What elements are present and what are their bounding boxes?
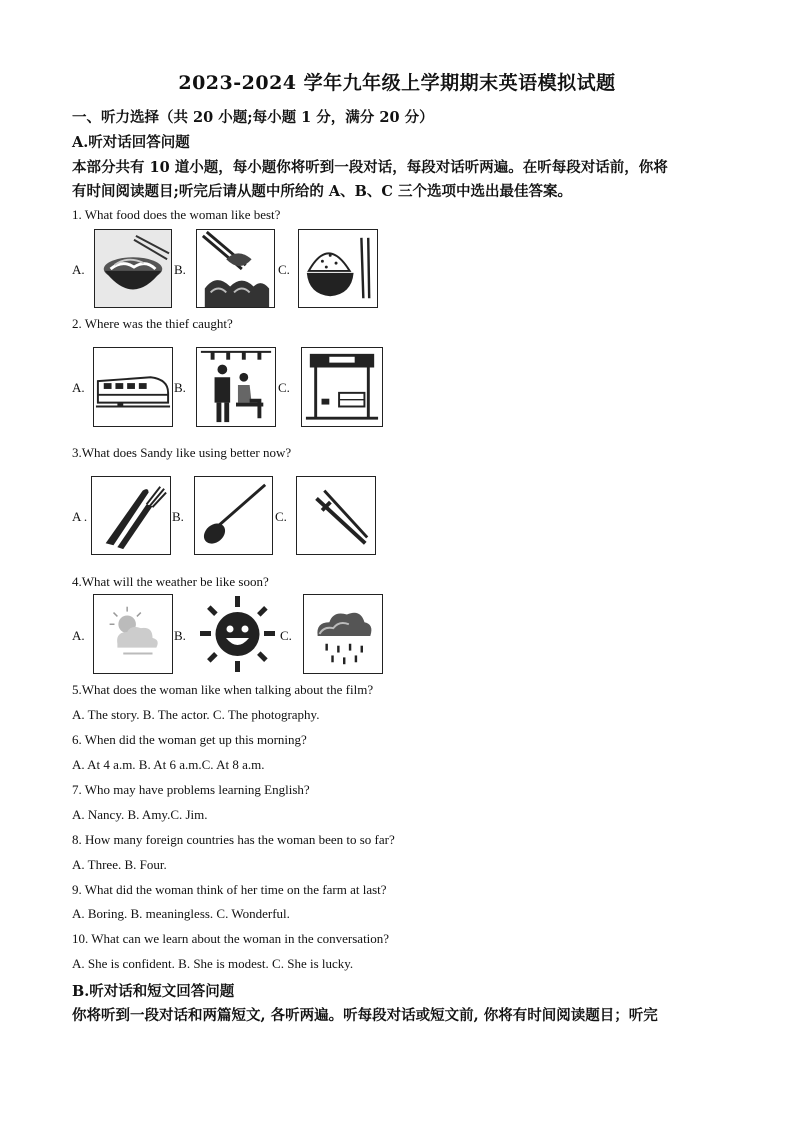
sunny-icon [198, 594, 277, 674]
option-label: A. [72, 262, 85, 277]
option-label: B. [174, 262, 186, 277]
option-label: A. [72, 380, 85, 395]
option-label: C. [275, 509, 287, 524]
dumpling-chopsticks-icon [196, 229, 275, 308]
bus-stop-icon [301, 347, 383, 427]
part-b-heading: B.听对话和短文回答问题 [72, 983, 235, 1000]
option-label: C. [280, 628, 292, 643]
question-2: 2. Where was the thief caught? [72, 316, 233, 331]
question-3: 3.What does Sandy like using better now? [72, 445, 292, 460]
train-icon [93, 347, 173, 427]
option-label: C. [278, 262, 290, 277]
question-9-options: A. Boring. B. meaningless. C. Wonderful. [72, 906, 290, 921]
chopsticks-icon [296, 476, 376, 555]
rainy-icon [303, 594, 383, 674]
option-label: C. [278, 380, 290, 395]
spoon-icon [194, 476, 273, 555]
question-8-options: A. Three. B. Four. [72, 857, 167, 872]
noodles-bowl-icon [94, 229, 172, 308]
subway-passengers-icon [196, 347, 276, 427]
question-5: 5.What does the woman like when talking about the film? [72, 682, 374, 697]
question-4: 4.What will the weather be like soon? [72, 574, 269, 589]
question-7: 7. Who may have problems learning English? [72, 782, 310, 797]
part-a-instructions-line2: 有时间阅读题目;听完后请从题中所给的 A、B、C 三个选项中选出最佳答案。 [72, 183, 572, 200]
knife-fork-icon [91, 476, 171, 555]
option-label: A . [72, 509, 88, 524]
question-8: 8. How many foreign countries has the woman been to so far? [72, 832, 395, 847]
question-1: 1. What food does the woman like best? [72, 207, 281, 222]
option-label: B. [174, 380, 186, 395]
part-a-heading: A.听对话回答问题 [72, 134, 190, 151]
page-title: 2023-2024 学年九年级上学期期末英语模拟试题 [178, 72, 616, 94]
option-label: B. [172, 509, 184, 524]
question-7-options: A. Nancy. B. Amy.C. Jim. [72, 807, 208, 822]
question-9: 9. What did the woman think of her time on the farm at last? [72, 882, 387, 897]
question-10-options: A. She is confident. B. She is modest. C. She is lucky. [72, 956, 354, 971]
part-b-instructions-line1: 你将听到一段对话和两篇短文, 各听两遍。听每段对话或短文前, 你将有时间阅读题目；听完 [72, 1007, 658, 1024]
section-heading: 一、听力选择（共 20 小题;每小题 1 分，满分 20 分） [72, 109, 434, 126]
question-10: 10. What can we learn about the woman in the conversation? [72, 931, 390, 946]
part-a-instructions-line1: 本部分共有 10 道小题，每小题你将听到一段对话，每段对话听两遍。在听每段对话前，你将 [72, 159, 668, 176]
question-5-options: A. The story. B. The actor. C. The photography. [72, 707, 320, 722]
question-6: 6. When did the woman get up this morning? [72, 732, 307, 747]
question-6-options: A. At 4 a.m. B. At 6 a.m.C. At 8 a.m. [72, 757, 265, 772]
option-label: A. [72, 628, 85, 643]
option-label: B. [174, 628, 186, 643]
rice-bowl-icon [298, 229, 378, 308]
cloudy-icon [93, 594, 173, 674]
